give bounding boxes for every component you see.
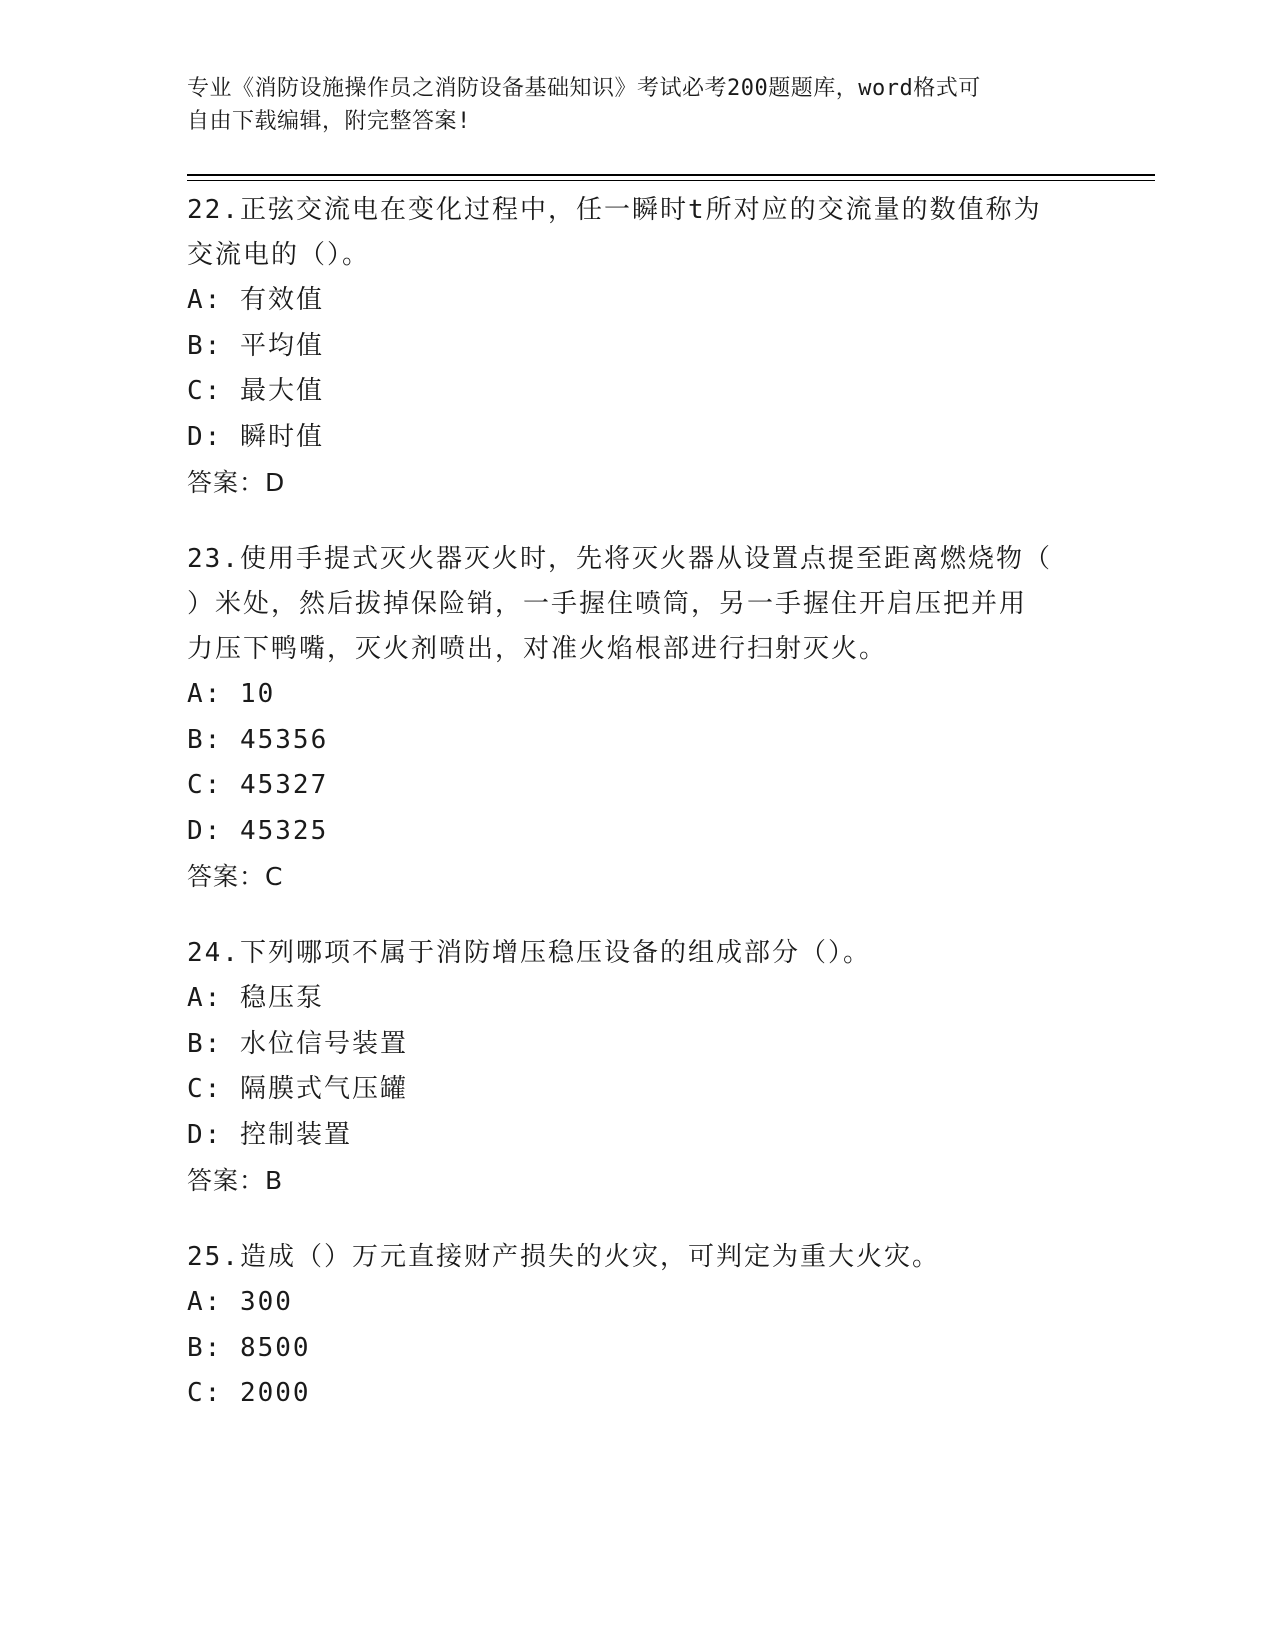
option-b: B: 8500 bbox=[187, 1332, 311, 1363]
option-a: A: 300 bbox=[187, 1287, 293, 1317]
header-line-1: 专业《消防设施操作员之消防设备基础知识》考试必考200题题库，word格式可 bbox=[187, 76, 981, 101]
question-list bbox=[187, 188, 1087, 1449]
option-b: B: 平均值 bbox=[187, 330, 324, 361]
option-a: A: 有效值 bbox=[187, 285, 324, 315]
question-stem-line: 25.造成（）万元直接财产损失的火灾，可判定为重大火灾。 bbox=[187, 1242, 940, 1272]
question-stem-line: 23.使用手提式灭火器灭火时，先将灭火器从设置点提至距离燃烧物（ bbox=[187, 544, 1052, 574]
header-line-2: 自由下载编辑，附完整答案! bbox=[187, 109, 471, 134]
question-24 bbox=[187, 931, 1087, 1203]
option-c: C: 最大值 bbox=[187, 376, 324, 406]
option-c: C: 45327 bbox=[187, 770, 329, 800]
header-divider-thick bbox=[187, 174, 1155, 176]
option-b: B: 45356 bbox=[187, 724, 329, 755]
answer-line: 答案：D bbox=[187, 468, 286, 497]
option-c: C: 2000 bbox=[187, 1378, 311, 1408]
question-25 bbox=[187, 1235, 1087, 1417]
option-a: A: 10 bbox=[187, 679, 276, 709]
question-22 bbox=[187, 188, 1087, 505]
option-b: B: 水位信号装置 bbox=[187, 1028, 408, 1059]
answer-line: 答案：B bbox=[187, 1166, 284, 1195]
option-d: D: 控制装置 bbox=[187, 1119, 352, 1150]
question-stem-line: 力压下鸭嘴，灭火剂喷出，对准火焰根部进行扫射灭火。 bbox=[187, 634, 888, 664]
option-c: C: 隔膜式气压罐 bbox=[187, 1074, 408, 1104]
option-d: D: 瞬时值 bbox=[187, 421, 324, 452]
header-divider-thin bbox=[187, 180, 1155, 181]
option-d: D: 45325 bbox=[187, 815, 329, 846]
question-stem-line: ）米处，然后拔掉保险销，一手握住喷筒，另一手握住开启压把并用 bbox=[187, 589, 1028, 619]
answer-line: 答案：C bbox=[187, 862, 284, 891]
option-a: A: 稳压泵 bbox=[187, 983, 324, 1013]
question-23 bbox=[187, 537, 1087, 899]
document-header bbox=[187, 72, 1087, 138]
question-stem-line: 交流电的（）。 bbox=[187, 240, 371, 270]
question-stem-line: 22.正弦交流电在变化过程中，任一瞬时t所对应的交流量的数值称为 bbox=[187, 195, 1042, 225]
question-stem-line: 24.下列哪项不属于消防增压稳压设备的组成部分（）。 bbox=[187, 938, 871, 968]
